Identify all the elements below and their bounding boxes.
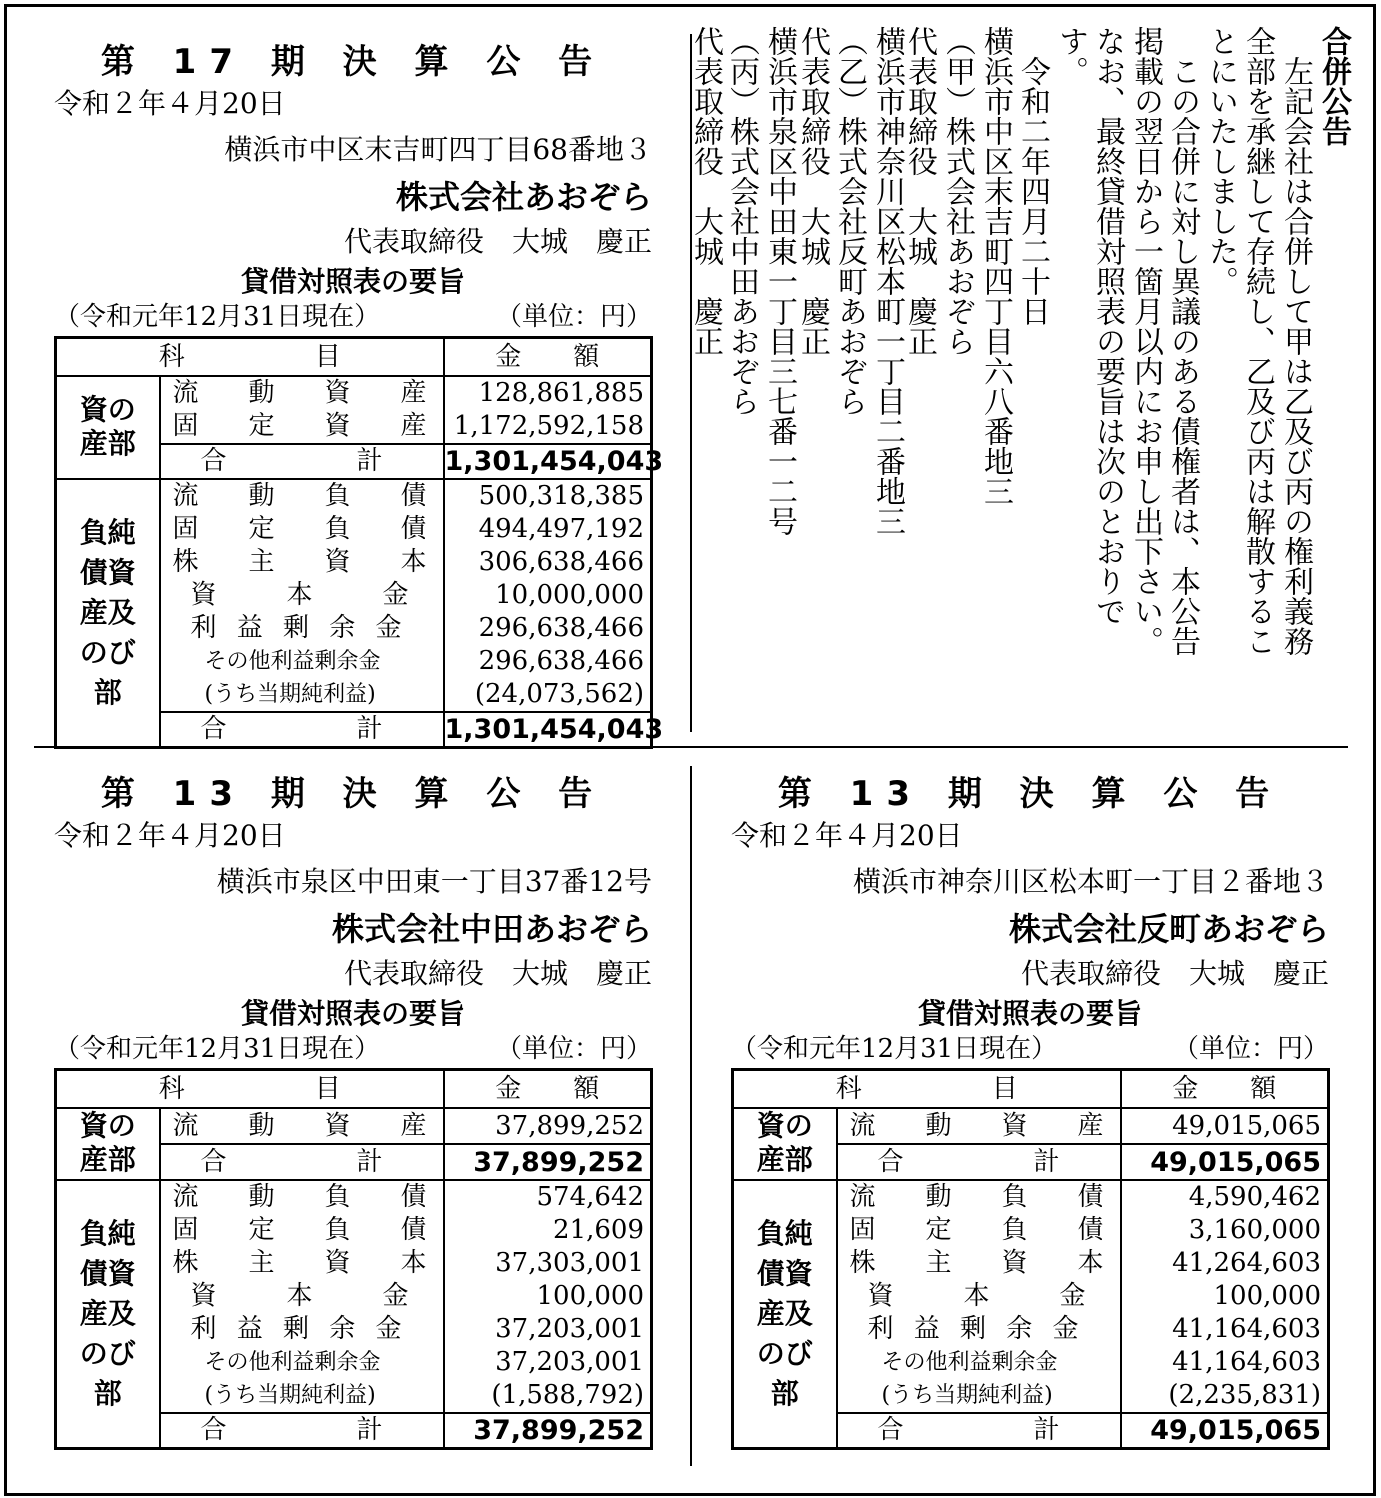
assets-total-amount: 1,301,454,043 xyxy=(444,446,664,477)
table-row xyxy=(56,479,652,513)
liability-item-amount: 100,000 xyxy=(1213,1281,1322,1311)
liability-item-amount: 37,203,001 xyxy=(495,1347,645,1377)
notice-aozora xyxy=(54,34,664,745)
asset-item-label: 流 動 資 産 xyxy=(160,376,444,410)
assets-total-amount: 49,015,065 xyxy=(1121,1144,1329,1180)
merger-text-column: この合併に対し異議のある債権者は、本公告 xyxy=(1165,26,1200,656)
liability-item-label: 利 益 剰 余 金 xyxy=(837,1313,1121,1346)
balance-sheet-table xyxy=(54,336,664,749)
merger-heading: 合併公告 xyxy=(1316,26,1351,146)
merger-text-column: 左記会社は合併して甲は乙及び丙の権利義務 xyxy=(1278,26,1313,656)
asset-item-label: 流 動 資 産 xyxy=(160,1108,444,1144)
header-item: 科 目 xyxy=(56,1070,444,1109)
liability-item-amount: 296,638,466 xyxy=(478,613,645,643)
merger-text-column: 横浜市神奈川区松本町一丁目二番地三 xyxy=(870,26,905,536)
assets-group-label: 資の産部 xyxy=(733,1108,837,1180)
liability-item-label: (うち当期純利益) xyxy=(837,1379,1121,1413)
header-amount: 金 額 xyxy=(444,1070,652,1109)
balance-sheet-title: 貸借対照表の要旨 xyxy=(240,265,465,298)
liability-item-label: 資 本 金 xyxy=(160,1280,444,1313)
liabilities-group-label: 負純債資産及のび部 xyxy=(56,1180,160,1449)
liability-item-label: 株 主 資 本 xyxy=(837,1247,1121,1280)
liabilities-total-amount: 49,015,065 xyxy=(1121,1413,1329,1449)
notice-date: 令和２年４月20日 xyxy=(54,819,286,852)
merger-text-column: 令和二年四月二十日 xyxy=(1015,26,1050,326)
liability-item-amount: (24,073,562) xyxy=(474,679,645,709)
balance-sheet-title: 貸借対照表の要旨 xyxy=(917,997,1142,1030)
liability-item-label: 固 定 負 債 xyxy=(160,1214,444,1247)
header-item: 科 目 xyxy=(56,338,444,377)
assets-total-label: 合 計 xyxy=(160,444,444,479)
unit-label: （単位：円） xyxy=(495,1034,652,1064)
assets-group-label: 資の産部 xyxy=(56,1108,160,1180)
liability-item-amount: 10,000,000 xyxy=(495,580,645,610)
liability-item-label: その他利益剰余金 xyxy=(160,1346,444,1379)
notice-date: 令和２年４月20日 xyxy=(731,819,963,852)
company-name: 株式会社中田あおぞら xyxy=(331,910,652,948)
as-of-date: （令和元年12月31日現在） xyxy=(54,1034,381,1064)
liability-item-label: その他利益剰余金 xyxy=(837,1346,1121,1379)
unit-label: （単位：円） xyxy=(495,302,652,332)
header-item: 科 目 xyxy=(733,1070,1121,1109)
merger-text-column: 全部を承継して存続し、乙及び丙は解散するこ xyxy=(1240,26,1275,656)
liabilities-total-label: 合 計 xyxy=(837,1413,1121,1449)
merger-text-column: （乙）株式会社反町あおぞら xyxy=(832,26,867,416)
assets-total-amount: 37,899,252 xyxy=(444,1144,652,1180)
liability-item-amount: 37,303,001 xyxy=(495,1248,645,1278)
balance-sheet-title: 貸借対照表の要旨 xyxy=(240,997,465,1030)
notice-title: 第 13 期 決 算 公 告 xyxy=(100,774,606,814)
liabilities-group-label: 負純債資産及のび部 xyxy=(733,1180,837,1449)
liability-item-label: 流 動 負 債 xyxy=(160,1180,444,1214)
liability-item-amount: (2,235,831) xyxy=(1168,1380,1322,1410)
merger-text-column: 横浜市泉区中田東一丁目三七番一二号 xyxy=(762,26,797,536)
company-name: 株式会社反町あおぞら xyxy=(1008,910,1329,948)
liability-item-label: 利 益 剰 余 金 xyxy=(160,612,444,645)
liabilities-total-amount: 1,301,454,043 xyxy=(444,712,652,748)
company-address: 横浜市神奈川区松本町一丁目２番地３ xyxy=(852,865,1329,898)
merger-text-column: とにいたしました。 xyxy=(1203,26,1238,296)
company-address: 横浜市中区末吉町四丁目68番地３ xyxy=(224,133,652,166)
asset-item-label: 固 定 資 産 xyxy=(160,410,444,444)
table-row xyxy=(733,1180,1329,1214)
liability-item-amount: 3,160,000 xyxy=(1188,1215,1322,1245)
liability-item-label: (うち当期純利益) xyxy=(160,678,444,712)
liability-item-amount: 37,203,001 xyxy=(495,1314,645,1344)
liabilities-total-label: 合 計 xyxy=(160,712,444,748)
liability-item-amount: 41,164,603 xyxy=(1172,1347,1322,1377)
asset-item-amount: 1,172,592,158 xyxy=(453,411,645,441)
table-row xyxy=(56,1108,652,1144)
merger-notice xyxy=(688,26,1351,736)
liabilities-total-label: 合 計 xyxy=(160,1413,444,1449)
asset-item-amount: 128,861,885 xyxy=(478,378,645,408)
liability-item-label: 流 動 負 債 xyxy=(160,479,444,513)
merger-text-column: （甲）株式会社あおぞら xyxy=(940,26,975,356)
merger-text-column: 横浜市中区末吉町四丁目六八番地三 xyxy=(978,26,1013,506)
as-of-date: （令和元年12月31日現在） xyxy=(54,302,381,332)
company-name: 株式会社あおぞら xyxy=(395,178,652,216)
liability-item-label: 固 定 負 債 xyxy=(837,1214,1121,1247)
liability-item-amount: 41,164,603 xyxy=(1172,1314,1322,1344)
representative: 代表取締役 大城 慶正 xyxy=(343,957,652,990)
unit-label: （単位：円） xyxy=(1172,1034,1329,1064)
liability-item-amount: 500,318,385 xyxy=(478,481,645,511)
notice-sorimachi-aozora xyxy=(731,766,1329,1466)
balance-sheet-table xyxy=(731,1068,1330,1450)
asset-item-amount: 37,899,252 xyxy=(495,1110,645,1141)
table-header-row xyxy=(56,338,652,377)
merger-text-column: 代表取締役 大城 慶正 xyxy=(795,26,830,356)
liability-item-amount: (1,588,792) xyxy=(491,1380,645,1410)
merger-text-column: なお、最終貸借対照表の要旨は次のとおりで xyxy=(1090,26,1125,626)
balance-sheet-table xyxy=(54,1068,653,1450)
liability-item-label: 株 主 資 本 xyxy=(160,1247,444,1280)
table-row xyxy=(56,376,652,410)
merger-text-column: 掲載の翌日から一箇月以内にお申し出下さい。 xyxy=(1128,26,1163,656)
merger-text-column: 代表取締役 大城 慶正 xyxy=(688,26,723,356)
assets-group-label: 資の産部 xyxy=(56,376,160,479)
asset-item-amount: 49,015,065 xyxy=(1172,1110,1322,1141)
merger-text-column: 代表取締役 大城 慶正 xyxy=(902,26,937,356)
liability-item-amount: 296,638,466 xyxy=(478,646,645,676)
as-of-date: （令和元年12月31日現在） xyxy=(731,1034,1058,1064)
liability-item-label: 株 主 資 本 xyxy=(160,546,444,579)
liability-item-label: 流 動 負 債 xyxy=(837,1180,1121,1214)
assets-total-label: 合 計 xyxy=(837,1144,1121,1180)
merger-text-column: （丙）株式会社中田あおぞら xyxy=(724,26,759,416)
lower-divider xyxy=(690,766,692,1466)
liability-item-label: その他利益剰余金 xyxy=(160,645,444,678)
table-row xyxy=(56,1180,652,1214)
liability-item-label: 利 益 剰 余 金 xyxy=(160,1313,444,1346)
liability-item-label: 資 本 金 xyxy=(837,1280,1121,1313)
notice-nakata-aozora xyxy=(54,766,652,1466)
liabilities-total-amount: 37,899,252 xyxy=(444,1413,652,1449)
table-header-row xyxy=(56,1070,652,1109)
liability-item-amount: 574,642 xyxy=(536,1182,645,1212)
liability-item-amount: 21,609 xyxy=(553,1215,645,1245)
notice-title: 第 13 期 決 算 公 告 xyxy=(777,774,1283,814)
merger-text-column: す。 xyxy=(1053,26,1088,86)
company-address: 横浜市泉区中田東一丁目37番12号 xyxy=(216,865,652,898)
liability-item-label: (うち当期純利益) xyxy=(160,1379,444,1413)
table-header-row xyxy=(733,1070,1329,1109)
liability-item-label: 資 本 金 xyxy=(160,579,444,612)
liabilities-group-label: 負純債資産及のび部 xyxy=(56,479,160,748)
liability-item-amount: 306,638,466 xyxy=(478,547,645,577)
liability-item-amount: 100,000 xyxy=(536,1281,645,1311)
liability-item-amount: 4,590,462 xyxy=(1188,1182,1322,1212)
notice-date: 令和２年４月20日 xyxy=(54,87,286,120)
header-amount: 金 額 xyxy=(444,338,652,377)
representative: 代表取締役 大城 慶正 xyxy=(1020,957,1329,990)
liability-item-amount: 494,497,192 xyxy=(478,514,645,544)
liability-item-label: 固 定 負 債 xyxy=(160,513,444,546)
notice-title: 第 17 期 決 算 公 告 xyxy=(100,42,606,82)
table-row xyxy=(733,1108,1329,1144)
assets-total-label: 合 計 xyxy=(160,1144,444,1180)
asset-item-label: 流 動 資 産 xyxy=(837,1108,1121,1144)
liability-item-amount: 41,264,603 xyxy=(1172,1248,1322,1278)
representative: 代表取締役 大城 慶正 xyxy=(343,225,652,258)
header-amount: 金 額 xyxy=(1121,1070,1329,1109)
